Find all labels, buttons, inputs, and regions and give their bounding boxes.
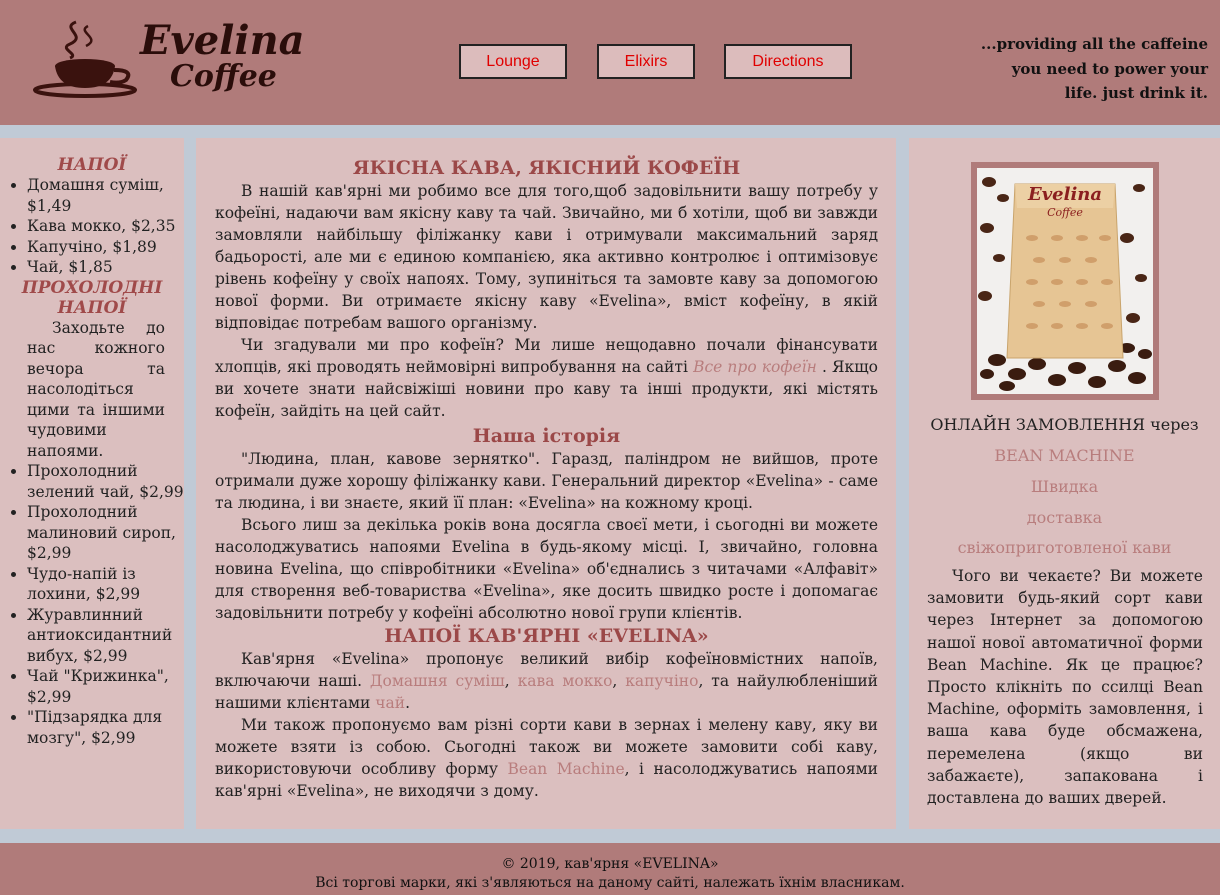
history-paragraph-2: Всього лиш за декілька років вона досягла своєї мети, і сьогодні ви можете насолоджуватись напоями Evelina в будь-якому місці. І, звичайно, головна новина Evelina, що співробітники «Evelina» об'єднались з читачами «Алфавіт» для створення веб-товариства «Evelina», яке досить швидко росте і допомагає задовільнити потребу у кофеїні абсолютно нової групи клієнтів. bbox=[215, 516, 878, 622]
rights-text: Всі торгові марки, які з'являються на даному сайті, належать їхнім власникам. bbox=[315, 875, 905, 891]
slogan-line: life. just drink it. bbox=[1064, 84, 1208, 102]
all-about-caffeine-link[interactable]: Все про кофеїн bbox=[693, 358, 817, 376]
main-content bbox=[196, 138, 896, 829]
list-item: • Домашня суміш, $1,49 bbox=[27, 175, 184, 216]
tea-link[interactable]: чай bbox=[375, 694, 406, 712]
list-item: • Чай, $1,85 bbox=[27, 257, 184, 278]
drinks-heading: НАПОЇ bbox=[57, 155, 127, 175]
bean-machine-order-link[interactable]: BEAN MACHINE bbox=[994, 446, 1135, 465]
list-item: • Журавлинний антиоксидантний вибух, $2,99 bbox=[27, 605, 184, 667]
site-header bbox=[0, 0, 1220, 125]
paragraph-text: , та найулюбленіший нашими клієнтами bbox=[215, 672, 879, 712]
site-footer bbox=[0, 843, 1220, 895]
delivery-link[interactable]: доставка bbox=[1026, 508, 1103, 527]
fresh-coffee-link[interactable]: свіжоприготовленої кави bbox=[957, 538, 1172, 557]
list-item: • "Підзарядка для мозгу", $2,99 bbox=[27, 707, 184, 748]
list-item: • Чай "Крижинка", $2,99 bbox=[27, 666, 184, 707]
history-heading: Наша історія bbox=[472, 425, 621, 447]
coffee-beans-icon bbox=[977, 168, 1153, 394]
nav-elixirs-button[interactable]: Elixirs bbox=[597, 44, 695, 79]
house-blend-link[interactable]: Домашня суміш bbox=[369, 672, 505, 690]
slogan-line: you need to power your bbox=[1011, 59, 1208, 78]
cold-drinks-note: Заходьте до нас кожного вечора та насолодіться цими та іншими чудовими напоями. bbox=[27, 318, 165, 460]
nav-lounge-button[interactable]: Lounge bbox=[459, 44, 567, 79]
slogan bbox=[948, 32, 1208, 106]
cold-drinks-heading: ПРОХОЛОДНІ НАПОЇ bbox=[21, 277, 163, 318]
coffee-bag-photo bbox=[977, 168, 1153, 394]
list-item: • Чудо-напій із лохини, $2,99 bbox=[27, 564, 184, 605]
caffeine-paragraph bbox=[215, 334, 878, 422]
drinks-paragraph: Кав'ярня «Evelina» пропонує великий вибір кофеїновмістних напоїв, включаючи наші. Домашня суміш, кава мокко, капучіно, та найулюбленіший нашими клієнтами чай. bbox=[215, 650, 879, 712]
drinks-list bbox=[0, 175, 184, 278]
paragraph-text: , і насолоджуватись напоями кав'ярні «Evelina», не виходячи з дому. bbox=[215, 760, 878, 800]
fast-link[interactable]: Швидка bbox=[1030, 477, 1099, 496]
bean-machine-link[interactable]: Bean Machine bbox=[507, 760, 625, 778]
intro-paragraph: В нашій кав'ярні ми робимо все для того,щоб задовільнити вашу потребу у кофеїні, надаючи вам якісну каву та чай. Звичайно, ми б хотіли, щоб ви завжди замовляли найбільшу філіжанку кави і отримували максимальний заряд бадьорості, але ми є единою компанією, яка активно контролює і оптимізовує рівень кофеїну у своїх напоях. Тому, зупиніться та замовте каву за допомогою нової форми. Ви отримаєте якісну каву «Evelina», вміст кофеїну, в якій відповідає потребам вашого організму. bbox=[215, 182, 878, 332]
copyright-text: © 2019, кав'ярня «EVELINA» bbox=[501, 856, 719, 872]
bag-brand-subtext: Coffee bbox=[1047, 206, 1083, 219]
logo[interactable] bbox=[30, 18, 350, 100]
cappuccino-link[interactable]: капучіно bbox=[625, 672, 699, 690]
paragraph-text: . Якщо ви хочете знати найсвіжіші новини про каву та інші продукти, які містять кофеїн, зайдіть на цей сайт. bbox=[215, 358, 878, 420]
history-paragraph: "Людина, план, кавове зернятко". Гаразд, паліндром не вийшов, проте отримали дуже хорошу філіжанку кави. Генеральний директор «Evelina» - саме та людина, і ви знаєте, який її план: «Evelina» на кожному кроці. bbox=[215, 450, 878, 512]
order-description: Чого ви чекаєте? Ви можете замовити будь-який сорт кави через Інтернет за допомогою нашої нової автоматичної форми Bean Machine. Як це працює? Просто клікніть по ссилці Bean Machine, оформіть замовлення, і ваша кава буде обсмажена, перемелена (якщо ви забажаєте), запакована і доставлена до ваших дверей. bbox=[927, 567, 1203, 808]
nav-directions-button[interactable]: Directions bbox=[724, 44, 852, 79]
cold-drinks-list bbox=[0, 461, 184, 748]
order-sidebar bbox=[909, 138, 1220, 829]
list-item: • Кава мокко, $2,35 bbox=[27, 216, 184, 237]
paragraph-text: Чи згадували ми про кофеїн? Ми лише нещодавно почали фінансувати хлопців, які проводять неймовірні випробування на сайті bbox=[215, 336, 878, 376]
drinks-heading: НАПОЇ КАВ'ЯРНІ «EVELINA» bbox=[384, 625, 709, 647]
coffee-cup-icon bbox=[30, 18, 140, 100]
mocha-link[interactable]: кава мокко bbox=[517, 672, 613, 690]
list-item: • Прохолодний зелений чай, $2,99 bbox=[27, 461, 184, 502]
quality-heading: ЯКІСНА КАВА, ЯКІСНИЙ КОФЕЇН bbox=[352, 157, 741, 179]
online-order-title: ОНЛАЙН ЗАМОВЛЕННЯ через bbox=[930, 415, 1199, 434]
list-item: • Капучіно, $1,89 bbox=[27, 237, 184, 258]
paragraph-text: Ми також пропонуємо вам різні сорти кави в зернах і мелену каву, яку ви можете взяти із собою. Сьогодні також ви можете замовити собі каву, використовуючи особливу форму bbox=[215, 716, 878, 778]
logo-subtext: Coffee bbox=[170, 59, 277, 94]
list-item: • Прохолодний малиновий сироп, $2,99 bbox=[27, 502, 184, 564]
paragraph-text: Кав'ярня «Evelina» пропонує великий вибір кофеїновмістних напоїв, включаючи наші. bbox=[215, 650, 878, 690]
beans-paragraph bbox=[215, 714, 878, 802]
bag-brand-text: Evelina bbox=[1027, 184, 1103, 205]
coffee-bag-image bbox=[971, 162, 1159, 400]
logo-text: Evelina bbox=[140, 17, 305, 64]
sidebar-menu bbox=[0, 138, 184, 829]
slogan-line: ...providing all the caffeine bbox=[980, 35, 1208, 53]
